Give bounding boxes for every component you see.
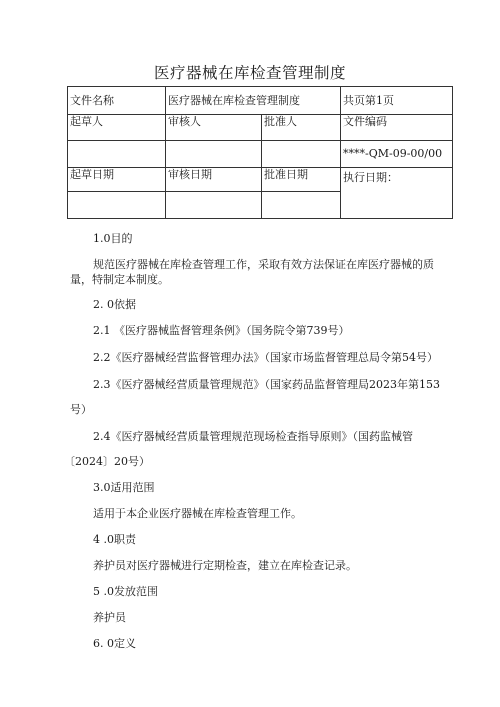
cell-review-date-label: 审核日期 (166, 168, 262, 192)
cell-draft-date-value (68, 192, 166, 219)
section-1-text-line-1: 规范医疗器械在库检查管理工作，采取有效方法保证在库医疗器械的质 (93, 258, 434, 271)
section-2-4-line-2: 〔2024〕20号） (64, 455, 150, 468)
table-row (68, 87, 453, 115)
cell-drafter-value (68, 141, 166, 168)
cell-reviewer-label: 审核人 (166, 115, 262, 141)
cell-draft-date-label: 起草日期 (68, 168, 166, 192)
cell-file-name-value: 医疗器械在库检查管理制度 (166, 87, 341, 115)
section-1-text-line-2: 量，特制定本制度。 (70, 273, 169, 286)
cell-effective-date: 执行日期： (341, 168, 453, 219)
cell-approve-date-value (262, 192, 341, 219)
cell-file-code-label: 文件编码 (341, 115, 453, 141)
section-3-text: 适用于本企业医疗器械在库检查管理工作。 (93, 507, 302, 520)
section-2-heading: 2. 0依据 (93, 298, 136, 311)
section-3-heading: 3.0适用范围 (93, 481, 155, 494)
document-title: 医疗器械在库检查管理制度 (153, 64, 346, 82)
section-4-text: 养护员对医疗器械进行定期检查，建立在库检查记录。 (93, 559, 357, 572)
table-row (68, 168, 453, 192)
cell-approve-date-label: 批准日期 (262, 168, 341, 192)
section-1-heading: 1.0目的 (93, 232, 133, 245)
cell-file-code-value: ****-QM-09-00/00 (341, 141, 453, 168)
section-2-3-line-2: 号） (70, 403, 92, 416)
cell-reviewer-value (166, 141, 262, 168)
cell-approver-label: 批准人 (262, 115, 341, 141)
section-5-text: 养护员 (93, 611, 126, 624)
cell-page-count: 共页第1页 (341, 87, 453, 115)
document-info-table (67, 86, 453, 219)
section-2-4-line-1: 2.4《医疗器械经营质量管理规范现场检查指导原则》（国药监械管 (93, 430, 413, 443)
section-4-heading: 4 .0职责 (93, 533, 136, 546)
section-2-1: 2.1 《医疗器械监督管理条例》（国务院令第739号） (93, 324, 350, 337)
table-row (68, 141, 453, 168)
cell-drafter-label: 起草人 (68, 115, 166, 141)
section-6-heading: 6. 0定义 (93, 637, 136, 650)
cell-review-date-value (166, 192, 262, 219)
cell-file-name-label: 文件名称 (68, 87, 166, 115)
section-2-2: 2.2《医疗器械经营监督管理办法》（国家市场监督管理总局令第54号） (93, 351, 438, 364)
table-row (68, 115, 453, 141)
section-5-heading: 5 .0发放范围 (93, 585, 158, 598)
cell-approver-value (262, 141, 341, 168)
section-2-3-line-1: 2.3《医疗器械经营质量管理规范》（国家药品监督管理局2023年第153 (93, 378, 440, 391)
